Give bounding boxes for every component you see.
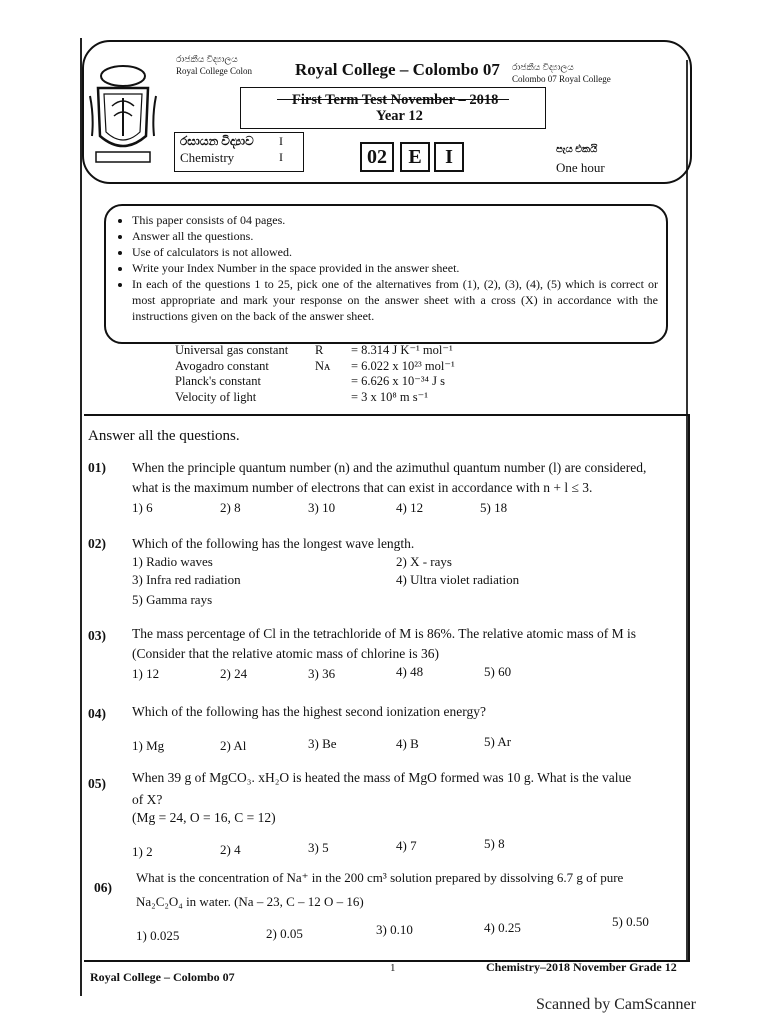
constant-name: Planck's constant [175, 374, 261, 388]
question-text: Which of the following has the highest second ionization energy? [132, 704, 487, 719]
option: 4) Ultra violet radiation [396, 572, 520, 587]
answer-all-heading: Answer all the questions. [88, 428, 240, 444]
option: 1) 6 [132, 500, 153, 515]
duration-sinhala: පැය එකයි [556, 144, 598, 155]
instruction-item: • Use of calculators is not allowed. [132, 244, 666, 260]
question-text: The mass percentage of Cl in the tetrachloride of M is 86%. The relative atomic mass of M is [132, 626, 636, 641]
option: 2) 8 [220, 500, 241, 515]
question-text: What is the concentration of Na⁺ in the 200 cm³ solution prepared by dissolving 6.7 g of pure [136, 870, 624, 885]
constant-name: Universal gas constant [175, 343, 289, 357]
constant-row [175, 374, 455, 390]
option: 5) 0.50 [612, 914, 649, 929]
constant-symbol [315, 390, 351, 406]
question-text: of X? [132, 792, 163, 807]
constant-row [175, 343, 455, 359]
constant-value: = 6.626 x 10⁻³⁴ J s [351, 374, 445, 388]
question-text: (Mg = 24, O = 16, C = 12) [132, 810, 276, 825]
option: 4) 0.25 [484, 920, 521, 935]
scanner-watermark: Scanned by CamScanner [536, 996, 696, 1013]
subject-name: Chemistry [180, 150, 235, 165]
constant-symbol: Nᴀ [315, 358, 331, 373]
option: 3) 0.10 [376, 922, 413, 937]
constants-table [175, 343, 455, 405]
constant-value: = 6.022 x 10²³ mol⁻¹ [351, 358, 455, 373]
paper-roman-1: I [279, 134, 283, 148]
option: 1) 2 [132, 844, 153, 859]
code-box-3: I [434, 142, 464, 172]
college-title: Royal College – Colombo 07 [295, 60, 500, 79]
subject-sinhala: රසායන විද්‍යාව [180, 134, 254, 148]
duration: One hour [556, 160, 605, 175]
option: 2) 24 [220, 666, 248, 681]
option: 2) X - rays [396, 554, 452, 569]
option: 3) Be [308, 736, 337, 751]
option: 4) 7 [396, 838, 417, 853]
question-text: Na₂C₂O₄ in water. (Na – 23, C – 12 O – 16) [136, 894, 364, 909]
question-text: When the principle quantum number (n) and the azimuthul quantum number (l) are considered, [132, 460, 647, 475]
question-number: 05) [88, 776, 106, 791]
question-number: 02) [88, 536, 106, 551]
instruction-item: • Write your Index Number in the space provided in the answer sheet. [132, 260, 666, 276]
sinhala-left: රාජකීය විද්‍යාලය [176, 54, 238, 64]
instructions-box [104, 204, 668, 344]
instruction-item: • In each of the questions 1 to 25, pick one of the alternatives from (1), (2), (3), (4), (5) which is correct or most appropriate and mark your response on the answer sheet with a cross (X) in accordance with the instructions given on the back of the answer sheet. [132, 276, 666, 324]
question-text: what is the maximum number of electrons that can exist in accordance with n + l ≤ 3. [132, 480, 593, 495]
question-number: 06) [94, 880, 112, 895]
question-text: Which of the following has the longest wave length. [132, 536, 415, 551]
option: 1) Radio waves [132, 554, 213, 569]
option: 3) 36 [308, 666, 336, 681]
sinhala-right: රාජකීය විද්‍යාලය [512, 62, 574, 72]
constant-row [175, 359, 455, 375]
footer-page-number: 1 [390, 962, 396, 974]
question-number: 04) [88, 706, 106, 721]
constant-symbol [315, 374, 351, 390]
college-left: Royal College Colon [176, 66, 252, 76]
college-right: Colombo 07 Royal College [512, 74, 611, 84]
option: 1) Mg [132, 738, 165, 753]
code-box-1: 02 [360, 142, 394, 172]
option: 3) 5 [308, 840, 329, 855]
footer-college: Royal College – Colombo 07 [90, 970, 235, 984]
paper-roman-2: I [279, 150, 283, 164]
question-text: (Consider that the relative atomic mass of chlorine is 36) [132, 646, 440, 661]
question-number: 03) [88, 628, 106, 643]
instruction-item: • This paper consists of 04 pages. [132, 212, 666, 228]
question-text: When 39 g of MgCO₃. xH₂O is heated the mass of MgO formed was 10 g. What is the value [132, 770, 632, 785]
option: 3) 10 [308, 500, 336, 515]
footer-subject: Chemistry–2018 November Grade 12 [486, 960, 677, 974]
constant-value: = 3 x 10⁸ m s⁻¹ [351, 389, 428, 404]
constant-row [175, 390, 455, 406]
option: 2) Al [220, 738, 247, 753]
constant-symbol: R [315, 343, 324, 357]
page-left-edge [80, 38, 82, 996]
constant-name: Velocity of light [175, 389, 257, 404]
option: 5) Ar [484, 734, 512, 749]
option: 1) 12 [132, 666, 160, 681]
option: 2) 4 [220, 842, 241, 857]
option: 4) 48 [396, 664, 424, 679]
constant-value: = 8.314 J K⁻¹ mol⁻¹ [351, 343, 453, 357]
option: 5) 8 [484, 836, 505, 851]
option: 2) 0.05 [266, 926, 303, 941]
constant-name: Avogadro constant [175, 358, 269, 373]
question-number: 01) [88, 460, 106, 475]
option: 4) 12 [396, 500, 424, 515]
year-label: Year 12 [376, 108, 423, 124]
term-title: First Term Test November – 2018 [292, 92, 499, 108]
option: 3) Infra red radiation [132, 572, 241, 587]
option: 4) B [396, 736, 419, 751]
college-crest-icon [88, 56, 158, 168]
instruction-item: • Answer all the questions. [132, 228, 666, 244]
option: 5) 18 [480, 500, 508, 515]
option: 1) 0.025 [136, 928, 180, 943]
option: 5) Gamma rays [132, 592, 213, 607]
option: 5) 60 [484, 664, 512, 679]
code-box-2: E [400, 142, 430, 172]
